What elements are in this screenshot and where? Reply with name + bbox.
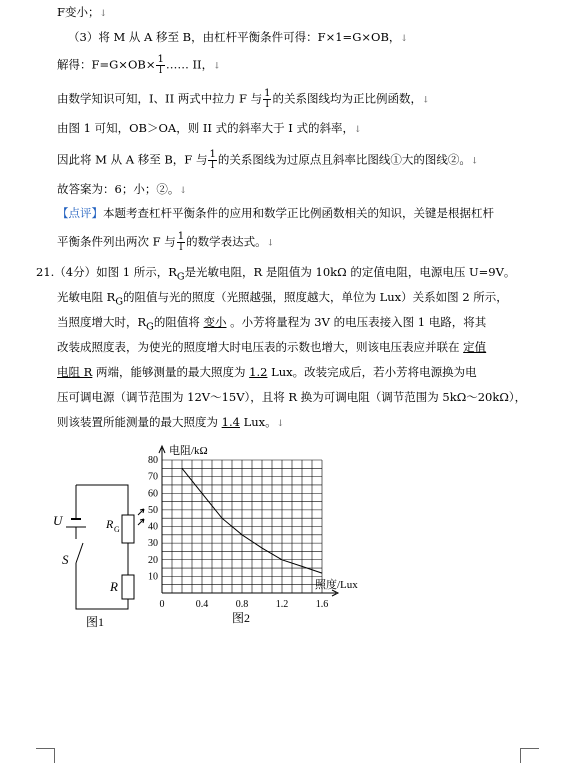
- circuit-figure: [50, 455, 150, 630]
- fraction: $\frac{1}{l}$: [177, 231, 185, 253]
- figure-caption: 图2: [232, 611, 251, 625]
- text-line: （3）将 M 从 A 移至 B，由杠杆平衡条件可得：F×1=G×OB，↓: [68, 30, 408, 44]
- answer-blank: 变小: [203, 315, 227, 329]
- x-tick-label: 1.6: [315, 599, 329, 610]
- x-axis-label: 照度/Lux: [315, 579, 358, 591]
- figure-caption: 图1: [86, 615, 105, 629]
- fixed-resistor: [122, 575, 134, 599]
- answer-blank: 电阻 R: [57, 365, 93, 379]
- x-tick-label: 0: [159, 599, 165, 610]
- label-u: U: [53, 513, 63, 528]
- page-corner-mark: [520, 748, 539, 763]
- label-r: R: [110, 579, 118, 594]
- resistance-illuminance-chart: [140, 440, 380, 630]
- label-rg: R: [106, 517, 114, 531]
- text-line: 解得：F=G×OB× $\frac{1}{l}$ …… II，↓: [57, 54, 221, 76]
- y-axis-label: 电阻/kΩ: [169, 445, 208, 457]
- x-tick-label: 1.2: [275, 599, 289, 610]
- y-tick-label: 30: [148, 538, 158, 550]
- y-tick-label: 50: [148, 504, 158, 516]
- x-tick-label: 0.8: [235, 599, 249, 610]
- chart-grid: [162, 460, 322, 593]
- text-line: 故答案为：6；小；②。↓: [57, 182, 187, 196]
- answer-blank: 定值: [463, 340, 487, 354]
- fraction: $\frac{1}{l}$: [209, 149, 216, 171]
- page-corner-mark: [36, 748, 55, 763]
- text-line: 光敏电阻 $R_G$的阻值与光的照度（光照越强，照度越大，单位为 Lux）关系如图 2 所示，: [57, 290, 508, 308]
- text-line: F变小；↓: [57, 5, 108, 19]
- answer-blank: 1.4: [221, 415, 240, 429]
- y-tick-label: 70: [148, 471, 158, 483]
- text-line: 当照度增大时，$R_G$的阻值将 变小 。小芳将量程为 3V 的电压表接入图 1 电路，将其: [57, 315, 487, 333]
- text-line: 电阻 R 两端，能够测量的最大照度为 1.2 Lux。改装完成后，若小芳将电源换为电: [57, 365, 477, 379]
- x-tick-label: 0.4: [195, 599, 209, 610]
- y-tick-label: 10: [148, 571, 158, 583]
- y-tick-label: 20: [148, 554, 158, 566]
- text-line: 由数学知识可知，Ⅰ、II 两式中拉力 F 与 $\frac{1}{l}$ 的关系图线均为正比例函数，↓: [57, 88, 430, 110]
- question-21: 21.（4分）如图 1 所示，$R_G$是光敏电阻，R 是阻值为 10kΩ 的定值电阻，电源电压 U=9V。: [36, 265, 516, 283]
- text-line: 【点评】本题考查杠杆平衡条件的应用和数学正比例函数相关的知识，关键是根据杠杆: [57, 206, 494, 220]
- y-tick-label: 80: [148, 455, 158, 466]
- chart-ticks: [148, 455, 328, 610]
- text-line: 平衡条件列出两次 F 与 $\frac{1}{l}$ 的数学表达式。↓: [57, 231, 275, 253]
- answer-blank: 1.2: [249, 365, 268, 379]
- text-line: 因此将 M 从 A 移至 B，F 与 $\frac{1}{l}$ 的关系图线为过原点且斜率比图线①大的图线②。↓: [57, 149, 479, 171]
- fraction: $\frac{1}{l}$: [157, 54, 164, 76]
- text-line: 则该装置所能测量的最大照度为 1.4 Lux。↓: [57, 415, 285, 429]
- comment-tag: 【点评】: [57, 206, 103, 220]
- fraction: $\frac{1}{l}$: [264, 88, 271, 110]
- y-tick-label: 60: [148, 488, 158, 500]
- text-line: 由图 1 可知，OB＞OA，则 II 式的斜率大于 Ⅰ 式的斜率，↓: [57, 121, 362, 135]
- text-line: 压可调电源（调节范围为 12V～15V），且将 R 换为可调电阻（调节范围为 5kΩ～20kΩ），: [57, 390, 527, 404]
- text-line: 改装成照度表，为使光的照度增大时电压表的示数也增大，则该电压表应并联在 定值: [57, 340, 487, 354]
- photoresistor: [122, 515, 134, 543]
- label-s: S: [62, 552, 69, 567]
- label-rg-sub: G: [114, 525, 120, 534]
- y-tick-label: 40: [148, 521, 158, 533]
